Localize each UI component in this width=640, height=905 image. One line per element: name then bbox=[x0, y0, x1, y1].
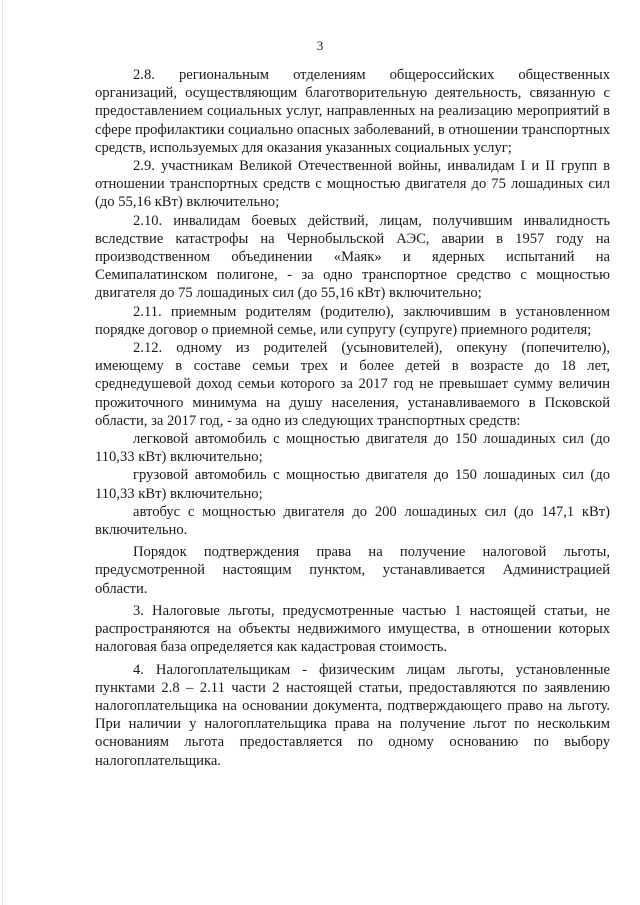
paragraph-confirmation-procedure: Порядок подтверждения права на получение налоговой льготы, предусмотренной настоящим пунктом, устанавливается Администрацией области. bbox=[95, 544, 610, 597]
paragraph-2-11: 2.11. приемным родителям (родителю), заключившим в установленном порядке договор о приемной семье, или супругу (супруге) приемного родителя; bbox=[95, 303, 610, 338]
scan-edge-line bbox=[2, 0, 3, 905]
paragraph-passenger-car: легковой автомобиль с мощностью двигателя до 150 лошадиных сил (до 110,33 кВт) включительно; bbox=[95, 431, 610, 466]
document-body bbox=[95, 66, 610, 770]
paragraph-2-8: 2.8. региональным отделениям общероссийских общественных организаций, осуществляющим благотворительную деятельность, связанную с предоставлением социальных услуг, направленных на реализацию мероприятий в сфере профилактики социально опасных заболеваний, в отношении транспортных средств, используемых для оказания указанных социальных услуг; bbox=[95, 67, 610, 156]
paragraph-truck: грузовой автомобиль с мощностью двигателя до 150 лошадиных сил (до 110,33 кВт) включительно; bbox=[95, 467, 610, 502]
paragraph-2-12: 2.12. одному из родителей (усыновителей), опекуну (попечителю), имеющему в составе семьи трех и более детей в возрасте до 18 лет, среднедушевой доход семьи которого за 2017 год не превышает сумму величин прожиточного минимума на душу населения, устанавливаемого в Псковской области, за 2017 год, - за одно из следующих транспортных средств: bbox=[95, 340, 610, 429]
paragraph-bus: автобус с мощностью двигателя до 200 лошадиных сил (до 147,1 кВт) включительно. bbox=[95, 503, 610, 539]
page-number: 3 bbox=[316, 38, 324, 53]
paragraph-2-9: 2.9. участникам Великой Отечественной войны, инвалидам I и II групп в отношении транспортных средств с мощностью двигателя до 75 лошадиных сил (до 55,16 кВт) включительно; bbox=[95, 158, 610, 211]
paragraph-section-4: 4. Налогоплательщикам - физическим лицам льготы, установленные пунктами 2.8 – 2.11 части 2 настоящей статьи, предоставляются по заявлению налогоплательщика на основании документа, подтверждающего право на льготу. При наличии у налогоплательщика права на получение льгот по нескольким основаниям льгота предоставляется по одному основанию по выбору налогоплательщика. bbox=[95, 661, 610, 769]
paragraph-section-3: 3. Налоговые льготы, предусмотренные частью 1 настоящей статьи, не распространяются на объекты недвижимого имущества, в отношении которых налоговая база определяется как кадастровая стоимость. bbox=[95, 602, 610, 656]
paragraph-2-10: 2.10. инвалидам боевых действий, лицам, получившим инвалидность вследствие катастрофы на Чернобыльской АЭС, аварии в 1957 году на производственном объединении «Маяк» и ядерных испытаний на Семипалатинском полигоне, - за одно транспортное средство с мощностью двигателя до 75 лошадиных сил (до 55,16 кВт) включительно; bbox=[95, 212, 610, 302]
